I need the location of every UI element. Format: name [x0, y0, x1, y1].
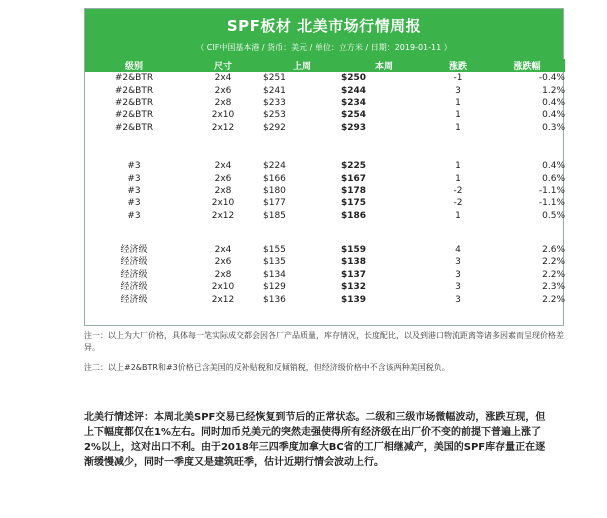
table-row [85, 256, 565, 268]
cell-this-week: $293 [341, 122, 367, 133]
table-row [85, 122, 565, 134]
cell-change-pct: 0.5% [542, 210, 565, 221]
cell-size: 2x8 [214, 97, 232, 108]
price-table [85, 59, 565, 306]
cell-last-week: $292 [263, 122, 286, 133]
cell-change-pct: 2.2% [542, 269, 565, 280]
cell-grade: #2&BTR [114, 97, 154, 108]
cell-change: 4 [455, 245, 461, 256]
cell-last-week: $136 [263, 294, 286, 305]
cell-grade: #3 [127, 161, 141, 172]
cell-size: 2x10 [211, 282, 235, 293]
cell-last-week: $129 [263, 282, 286, 293]
table-row [85, 172, 565, 184]
cell-size: 2x8 [214, 185, 232, 196]
cell-change-pct: 0.6% [542, 173, 565, 184]
cell-last-week: $253 [263, 110, 286, 121]
cell-change-pct: -0.4% [538, 73, 565, 84]
cell-this-week: $167 [341, 173, 367, 184]
table-row [85, 72, 565, 84]
cell-change-pct: 2.6% [542, 245, 565, 256]
col-header-last-week: 上周 [263, 59, 341, 72]
report-subtitle: （ CIF中国基本港 / 货币：美元 / 单位：立方米 / 日期：2019-01-11 ） [196, 43, 452, 52]
cell-change-pct: 1.2% [542, 85, 565, 96]
table-row [85, 197, 565, 209]
price-report-card [84, 8, 564, 326]
cell-this-week: $138 [341, 257, 367, 268]
cell-grade: 经济级 [120, 269, 148, 280]
cell-size: 2x8 [214, 269, 232, 280]
cell-grade: #3 [127, 198, 141, 209]
footnote-2: 注二：以上#2&BTR和#3价格已含美国的反补贴税和反倾销税，但经济级价格中不含该两种美国税负。 [84, 363, 450, 372]
cell-change-pct: 2.2% [542, 257, 565, 268]
cell-change: -2 [453, 198, 463, 209]
cell-change: 3 [455, 294, 461, 305]
cell-change: 1 [455, 173, 461, 184]
cell-this-week: $159 [341, 245, 367, 256]
cell-change: -1 [453, 73, 463, 84]
cell-this-week: $250 [341, 73, 367, 84]
table-row [85, 281, 565, 293]
cell-size: 2x6 [214, 257, 232, 268]
cell-change-pct: 0.4% [542, 97, 565, 108]
footnote-1: 注一：以上为大厂价格，具体每一笔实际成交都会因各厂产品质量，库存情况，长度配比，以及到港口物流距离等诸多因素而呈现价格差异。 [84, 331, 564, 352]
cell-change: 1 [455, 110, 461, 121]
market-commentary: 北美行情述评：本周北美SPF交易已经恢复到节后的正常状态。二级和三级市场微幅波动，涨跌互现，但上下幅度都仅在1%左右。同时加币兑美元的突然走强使得所有经济级在出厂价不变的前提下普遍上涨了2%以上，这对出口不利。由于2018年三四季度加拿大BC省的工厂相继减产，美国的SPF库存量正在逐渐缓慢减少，同时一季度又是建筑旺季，估计近期行情会波动上行。 [84, 412, 546, 468]
cell-change: 3 [455, 282, 461, 293]
cell-change: -2 [453, 185, 463, 196]
cell-this-week: $225 [341, 161, 367, 172]
cell-change: 1 [455, 122, 461, 133]
cell-change: 3 [455, 269, 461, 280]
cell-last-week: $177 [263, 198, 286, 209]
cell-last-week: $241 [263, 85, 286, 96]
cell-last-week: $185 [263, 210, 286, 221]
cell-size: 2x6 [214, 85, 232, 96]
cell-this-week: $244 [341, 85, 367, 96]
table-row [85, 97, 565, 109]
cell-size: 2x12 [211, 294, 235, 305]
group-spacer [85, 222, 565, 244]
table-row [85, 244, 565, 256]
col-header-size: 尺寸 [183, 59, 263, 72]
cell-change: 1 [455, 97, 461, 108]
cell-last-week: $233 [263, 97, 286, 108]
cell-change-pct: 0.3% [542, 122, 565, 133]
table-row [85, 160, 565, 172]
cell-grade: #2&BTR [114, 122, 154, 133]
cell-last-week: $180 [263, 185, 286, 196]
cell-grade: 经济级 [120, 294, 148, 305]
cell-change: 1 [455, 161, 461, 172]
footnotes [84, 330, 564, 374]
table-row [85, 293, 565, 305]
cell-change-pct: -1.1% [538, 185, 565, 196]
cell-change: 3 [455, 85, 461, 96]
cell-grade: #2&BTR [114, 73, 154, 84]
cell-grade: #3 [127, 173, 141, 184]
table-row [85, 185, 565, 197]
table-row [85, 269, 565, 281]
cell-change-pct: 0.4% [542, 110, 565, 121]
cell-last-week: $135 [263, 257, 286, 268]
cell-size: 2x12 [211, 122, 235, 133]
cell-grade: #2&BTR [114, 110, 154, 121]
col-header-this-week: 本周 [341, 59, 427, 72]
cell-last-week: $134 [263, 269, 286, 280]
cell-change: 1 [455, 210, 461, 221]
col-header-grade: 级别 [85, 59, 183, 72]
cell-last-week: $251 [263, 73, 286, 84]
cell-change-pct: 2.3% [542, 282, 565, 293]
cell-grade: 经济级 [120, 257, 148, 268]
cell-size: 2x10 [211, 198, 235, 209]
cell-this-week: $175 [341, 198, 367, 209]
cell-this-week: $186 [341, 210, 367, 221]
cell-this-week: $178 [341, 185, 367, 196]
cell-this-week: $137 [341, 269, 367, 280]
col-header-change-pct: 涨跌幅 [489, 59, 565, 72]
cell-size: 2x6 [214, 173, 232, 184]
cell-this-week: $234 [341, 97, 367, 108]
report-title: SPF板材 北美市场行情周报 [226, 17, 422, 35]
cell-grade: #2&BTR [114, 85, 154, 96]
cell-size: 2x4 [214, 161, 232, 172]
cell-change-pct: 0.4% [542, 161, 565, 172]
cell-change: 3 [455, 257, 461, 268]
spacer-cell [85, 134, 565, 160]
cell-grade: #3 [127, 185, 141, 196]
table-row [85, 84, 565, 96]
cell-last-week: $224 [263, 161, 286, 172]
cell-size: 2x4 [214, 245, 232, 256]
spacer-cell [85, 222, 565, 244]
cell-last-week: $166 [263, 173, 286, 184]
cell-this-week: $139 [341, 294, 367, 305]
cell-size: 2x10 [211, 110, 235, 121]
cell-last-week: $155 [263, 245, 286, 256]
report-header [85, 9, 563, 59]
cell-size: 2x12 [211, 210, 235, 221]
table-header-row [85, 59, 565, 72]
table-row [85, 210, 565, 222]
cell-grade: 经济级 [120, 245, 148, 256]
cell-grade: #3 [127, 210, 141, 221]
col-header-change: 涨跌 [427, 59, 489, 72]
table-row [85, 109, 565, 121]
cell-grade: 经济级 [120, 282, 148, 293]
cell-size: 2x4 [214, 73, 232, 84]
cell-this-week: $254 [341, 110, 367, 121]
cell-change-pct: 2.2% [542, 294, 565, 305]
group-spacer [85, 134, 565, 160]
cell-this-week: $132 [341, 282, 367, 293]
cell-change-pct: -1.1% [538, 198, 565, 209]
table-body [85, 72, 565, 306]
